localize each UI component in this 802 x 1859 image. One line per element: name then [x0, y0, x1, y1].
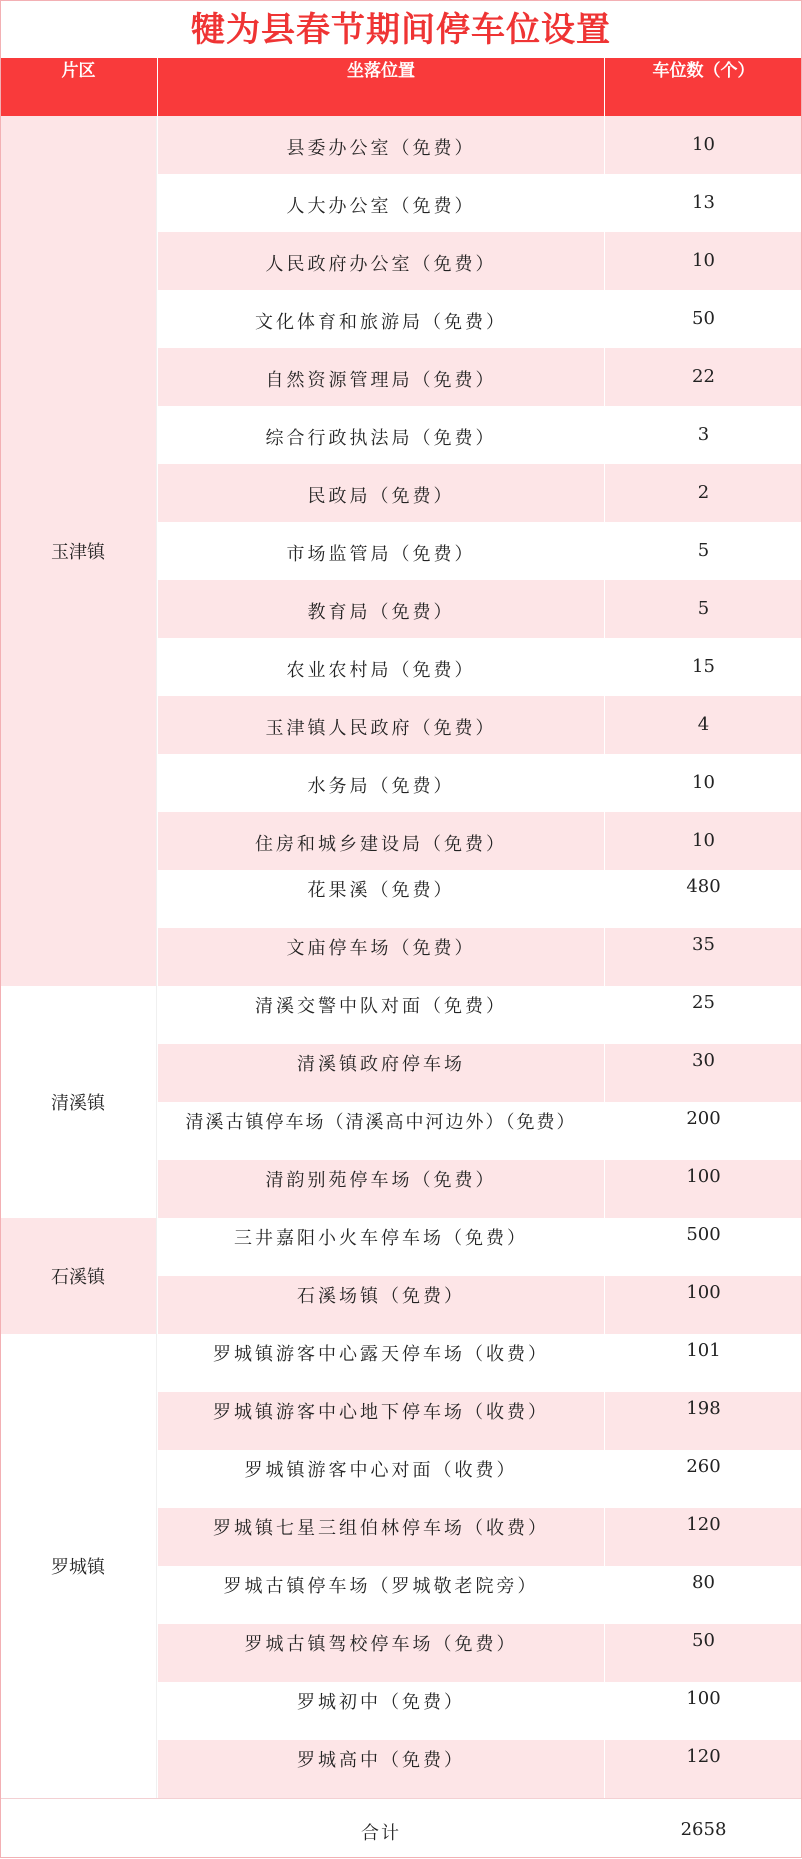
table-row: [158, 1160, 802, 1218]
count-cell: 35: [692, 934, 715, 955]
total-label: 合计: [361, 1823, 401, 1844]
table-row: [158, 1682, 802, 1740]
count-cell: 4: [697, 714, 710, 735]
location-cell: 清溪镇政府停车场: [297, 1054, 465, 1075]
count-cell: 480: [686, 876, 721, 897]
count-cell: 50: [692, 1630, 715, 1651]
location-cell: 玉津镇人民政府（免费）: [265, 718, 497, 739]
table-row: [158, 696, 802, 754]
zone-cell-shixi: 石溪镇: [0, 1218, 157, 1334]
location-cell: 石溪场镇（免费）: [297, 1286, 465, 1307]
location-cell: 县委办公室（免费）: [286, 138, 476, 159]
table-row: [158, 232, 802, 290]
location-cell: 民政局（免费）: [307, 486, 455, 507]
location-cell: 罗城古镇驾校停车场（免费）: [244, 1634, 518, 1655]
zone-cell-yujin: 玉津镇: [0, 116, 157, 986]
count-cell: 10: [692, 250, 715, 271]
table-row: [158, 1218, 802, 1276]
count-cell: 80: [692, 1572, 715, 1593]
table-row: [158, 928, 802, 986]
table-row: [158, 1044, 802, 1102]
table-row: [158, 348, 802, 406]
table-row: [158, 812, 802, 870]
header-count: 车位数（个）: [652, 61, 755, 81]
table-row: [158, 580, 802, 638]
location-cell: 罗城镇七星三组伯林停车场（收费）: [213, 1518, 549, 1539]
location-cell: 清韵别苑停车场（免费）: [265, 1170, 497, 1191]
location-cell: 罗城高中（免费）: [297, 1750, 465, 1771]
table-row: [158, 986, 802, 1044]
count-cell: 22: [692, 366, 715, 387]
table-row: [158, 290, 802, 348]
table-header: [0, 58, 802, 116]
count-cell: 2: [697, 482, 710, 503]
count-cell: 198: [686, 1398, 721, 1419]
location-cell: 清溪古镇停车场（清溪高中河边外）（免费）: [185, 1112, 577, 1133]
total-value: 2658: [680, 1819, 727, 1840]
location-cell: 人民政府办公室（免费）: [265, 254, 497, 275]
location-cell: 水务局（免费）: [307, 776, 455, 797]
count-cell: 10: [692, 830, 715, 851]
count-cell: 13: [692, 192, 715, 213]
zone-cell-luocheng: 罗城镇: [0, 1334, 157, 1798]
location-cell: 人大办公室（免费）: [286, 196, 476, 217]
location-cell: 市场监管局（免费）: [286, 544, 476, 565]
count-cell: 260: [686, 1456, 721, 1477]
table-row: [158, 116, 802, 174]
count-cell: 200: [686, 1108, 721, 1129]
table-row: [158, 1566, 802, 1624]
table-row: [158, 638, 802, 696]
count-cell: 3: [697, 424, 710, 445]
table-row: [158, 1392, 802, 1450]
count-cell: 5: [697, 598, 710, 619]
location-cell: 罗城镇游客中心地下停车场（收费）: [213, 1402, 549, 1423]
table-row: [158, 1276, 802, 1334]
count-cell: 10: [692, 134, 715, 155]
location-cell: 清溪交警中队对面（免费）: [255, 996, 507, 1017]
count-cell: 120: [686, 1746, 721, 1767]
table-row: [158, 1450, 802, 1508]
table-row: [158, 1334, 802, 1392]
location-cell: 三井嘉阳小火车停车场（免费）: [234, 1228, 528, 1249]
location-cell: 住房和城乡建设局（免费）: [255, 834, 507, 855]
location-cell: 花果溪（免费）: [307, 880, 455, 901]
zone-cell-qingxi: 清溪镇: [0, 986, 157, 1218]
count-cell: 25: [692, 992, 715, 1013]
count-cell: 101: [686, 1340, 721, 1361]
location-cell: 罗城古镇停车场（罗城敬老院旁）: [223, 1576, 539, 1597]
location-cell: 罗城初中（免费）: [297, 1692, 465, 1713]
count-cell: 100: [686, 1166, 721, 1187]
location-cell: 教育局（免费）: [307, 602, 455, 623]
count-cell: 5: [697, 540, 710, 561]
location-cell: 罗城镇游客中心对面（收费）: [244, 1460, 518, 1481]
count-cell: 100: [686, 1282, 721, 1303]
count-cell: 50: [692, 308, 715, 329]
table-row: [158, 1624, 802, 1682]
table-row: [158, 522, 802, 580]
count-cell: 15: [692, 656, 715, 677]
table-row: [158, 1508, 802, 1566]
table-row: [158, 406, 802, 464]
total-row: [0, 1798, 802, 1859]
count-cell: 30: [692, 1050, 715, 1071]
header-zone: 片区: [61, 61, 96, 81]
table-row: [158, 464, 802, 522]
location-cell: 文化体育和旅游局（免费）: [255, 312, 507, 333]
table-row: [158, 1102, 802, 1160]
location-cell: 农业农村局（免费）: [286, 660, 476, 681]
count-cell: 120: [686, 1514, 721, 1535]
count-cell: 10: [692, 772, 715, 793]
table-row: [158, 754, 802, 812]
table-row: [158, 1740, 802, 1798]
location-cell: 自然资源管理局（免费）: [265, 370, 497, 391]
table-row: [158, 174, 802, 232]
page-title: 犍为县春节期间停车位设置: [0, 0, 802, 58]
location-cell: 综合行政执法局（免费）: [265, 428, 497, 449]
count-cell: 500: [686, 1224, 721, 1245]
header-location: 坐落位置: [347, 61, 415, 81]
table-row: [158, 870, 802, 928]
location-cell: 文庙停车场（免费）: [286, 938, 476, 959]
count-cell: 100: [686, 1688, 721, 1709]
location-cell: 罗城镇游客中心露天停车场（收费）: [213, 1344, 549, 1365]
